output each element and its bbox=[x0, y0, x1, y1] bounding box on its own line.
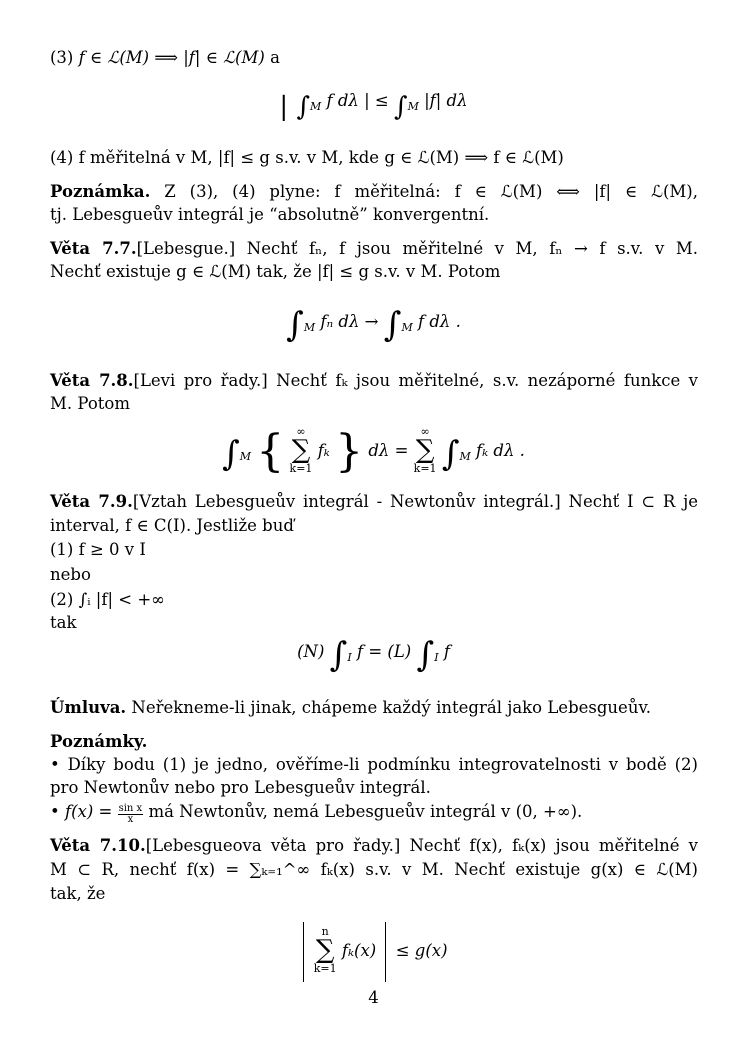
sum-lower: k=1 bbox=[313, 962, 337, 975]
fraction-numerator: sin x bbox=[118, 803, 143, 814]
sum-upper: ∞ bbox=[420, 425, 430, 438]
integral-sign: ∫ bbox=[222, 434, 240, 474]
notes-heading: Poznámky. bbox=[50, 732, 148, 751]
formula: fₙ dλ → bbox=[320, 312, 379, 331]
remark-title: Poznámka. bbox=[50, 182, 151, 201]
theorem-name: [Vztah Lebesgueův integrál - Newtonův integrál.] bbox=[132, 492, 561, 511]
theorem-7-9-formula bbox=[0, 635, 747, 675]
sum-operator: ∞ ∑ k=1 bbox=[289, 425, 313, 475]
theorem-7-10-line-3: tak, že bbox=[50, 884, 106, 903]
theorem-7-7-line-2: Nechť existuje g ∈ ℒ(M) tak, že |f| ≤ g s.v. v M. Potom bbox=[50, 262, 501, 281]
theorem-7-9-line-2: interval, f ∈ C(I). Jestliže buď bbox=[50, 516, 294, 535]
integral-sign: ∫ bbox=[441, 434, 460, 474]
sum-operator: ∞ ∑ k=1 bbox=[413, 425, 437, 475]
conjunction-or: nebo bbox=[50, 565, 91, 584]
property-3 bbox=[50, 47, 698, 69]
sum-lower: k=1 bbox=[289, 462, 313, 475]
theorem-text: Nechť I ⊂ R je bbox=[568, 492, 699, 511]
convention-text: Neřekneme-li jinak, chápeme každý integrál jako Lebesgueův. bbox=[131, 698, 652, 717]
item-label: (4) bbox=[50, 148, 74, 167]
formula: f ∈ ℒ(M) ⟹ |f| ∈ ℒ(M) bbox=[78, 48, 265, 67]
conjunction-then: tak bbox=[50, 613, 77, 632]
convention-title: Úmluva. bbox=[50, 698, 127, 717]
theorem-7-8-line-2: M. Potom bbox=[50, 394, 130, 413]
formula: f dλ | ≤ bbox=[326, 91, 389, 110]
formula: ≤ g(x) bbox=[395, 941, 448, 960]
sum-operator: n ∑ k=1 bbox=[313, 925, 337, 975]
theorem-title: Věta 7.9. bbox=[50, 492, 133, 511]
formula: f = (L) bbox=[356, 642, 412, 661]
convention bbox=[50, 697, 698, 719]
formula: • f(x) = bbox=[50, 802, 113, 821]
right-brace: } bbox=[335, 426, 364, 477]
integral-sign: ∫ bbox=[416, 635, 435, 675]
fraction bbox=[118, 804, 144, 825]
integral-domain: M bbox=[239, 450, 252, 463]
abs-bar-left bbox=[303, 922, 304, 982]
property-3-inequality bbox=[0, 90, 747, 122]
left-brace: { bbox=[256, 426, 285, 477]
integral-domain: I bbox=[434, 651, 439, 664]
sum-upper: ∞ bbox=[296, 425, 306, 438]
notes-title bbox=[50, 731, 698, 753]
note-text: má Newtonův, nemá Lebesgueův integrál v (0, +∞). bbox=[148, 802, 583, 821]
theorem-7-8-formula bbox=[0, 425, 747, 475]
fraction-denominator: x bbox=[127, 814, 134, 825]
item-label: (3) bbox=[50, 48, 74, 67]
statement-text: f měřitelná v M, |f| ≤ g s.v. v M, kde g ∈ ℒ(M) ⟹ f ∈ ℒ(M) bbox=[78, 148, 564, 167]
theorem-7-7-line-1 bbox=[50, 238, 698, 260]
sum-lower: k=1 bbox=[413, 462, 437, 475]
theorem-text: Nechť fₖ jsou měřitelné, s.v. nezáporné funkce v bbox=[276, 371, 698, 390]
remark-text: Z (3), (4) plyne: f měřitelná: f ∈ ℒ(M) ⟺ |f| ∈ ℒ(M), bbox=[164, 182, 698, 201]
theorem-name: [Lebesgue.] bbox=[136, 239, 236, 258]
theorem-7-10-formula bbox=[0, 922, 747, 982]
formula: fₖ(x) bbox=[341, 941, 377, 960]
theorem-7-10-line-2: M ⊂ R, nechť f(x) = ∑ₖ₌₁^∞ fₖ(x) s.v. v M. Nechť existuje g(x) ∈ ℒ(M) bbox=[50, 860, 698, 879]
theorem-text: Nechť f(x), fₖ(x) jsou měřitelné v bbox=[409, 836, 699, 855]
condition-2: (2) ∫ᵢ |f| < +∞ bbox=[50, 590, 165, 609]
abs-bar-right bbox=[385, 922, 386, 982]
page-number: 4 bbox=[368, 988, 379, 1007]
integral-sign: ∫ bbox=[394, 92, 408, 122]
theorem-name: [Lebesgueova věta pro řady.] bbox=[145, 836, 401, 855]
integral-domain: I bbox=[347, 651, 352, 664]
integral-sign: ∫ bbox=[383, 305, 402, 345]
property-4 bbox=[50, 147, 698, 169]
formula: f bbox=[443, 642, 450, 661]
condition-1: (1) f ≥ 0 v I bbox=[50, 540, 146, 559]
formula: |f| dλ bbox=[424, 91, 468, 110]
theorem-7-10-line-1 bbox=[50, 835, 698, 857]
note-bullet-2 bbox=[50, 801, 698, 825]
theorem-text: Nechť fₙ, f jsou měřitelné v M, fₙ → f s.v. v M. bbox=[246, 239, 698, 258]
integral-domain: M bbox=[303, 321, 316, 334]
note-bullet-1-line-2: pro Newtonův nebo pro Lebesgueův integrál. bbox=[50, 778, 431, 797]
formula: fₖ bbox=[317, 441, 330, 460]
remark-line-1 bbox=[50, 181, 698, 203]
integral-sign: ∫ bbox=[286, 305, 304, 345]
theorem-title: Věta 7.8. bbox=[50, 371, 134, 390]
theorem-7-8-line-1 bbox=[50, 370, 698, 392]
integral-domain: M bbox=[407, 100, 419, 113]
formula: f dλ . bbox=[417, 312, 461, 331]
integral-sign: ∫ bbox=[329, 635, 348, 675]
theorem-title: Věta 7.7. bbox=[50, 239, 137, 258]
remark-line-2: tj. Lebesgueův integrál je “absolutně” konvergentní. bbox=[50, 205, 490, 224]
theorem-title: Věta 7.10. bbox=[50, 836, 146, 855]
note-bullet-1-line-1: • Díky bodu (1) je jedno, ověříme-li podmínku integrovatelnosti v bodě (2) bbox=[50, 755, 698, 774]
theorem-name: [Levi pro řady.] bbox=[133, 371, 268, 390]
integral-domain: M bbox=[310, 100, 322, 113]
integral-domain: M bbox=[459, 450, 471, 463]
integral-domain: M bbox=[401, 321, 413, 334]
formula: (N) bbox=[297, 642, 325, 661]
theorem-7-7-formula bbox=[0, 305, 747, 345]
theorem-7-9-line-1 bbox=[50, 491, 698, 513]
formula: fₖ dλ . bbox=[476, 441, 525, 460]
formula: dλ = bbox=[368, 441, 409, 460]
integral-sign: | ∫ bbox=[279, 92, 310, 122]
conjunction: a bbox=[270, 48, 280, 67]
sum-upper: n bbox=[321, 925, 329, 938]
